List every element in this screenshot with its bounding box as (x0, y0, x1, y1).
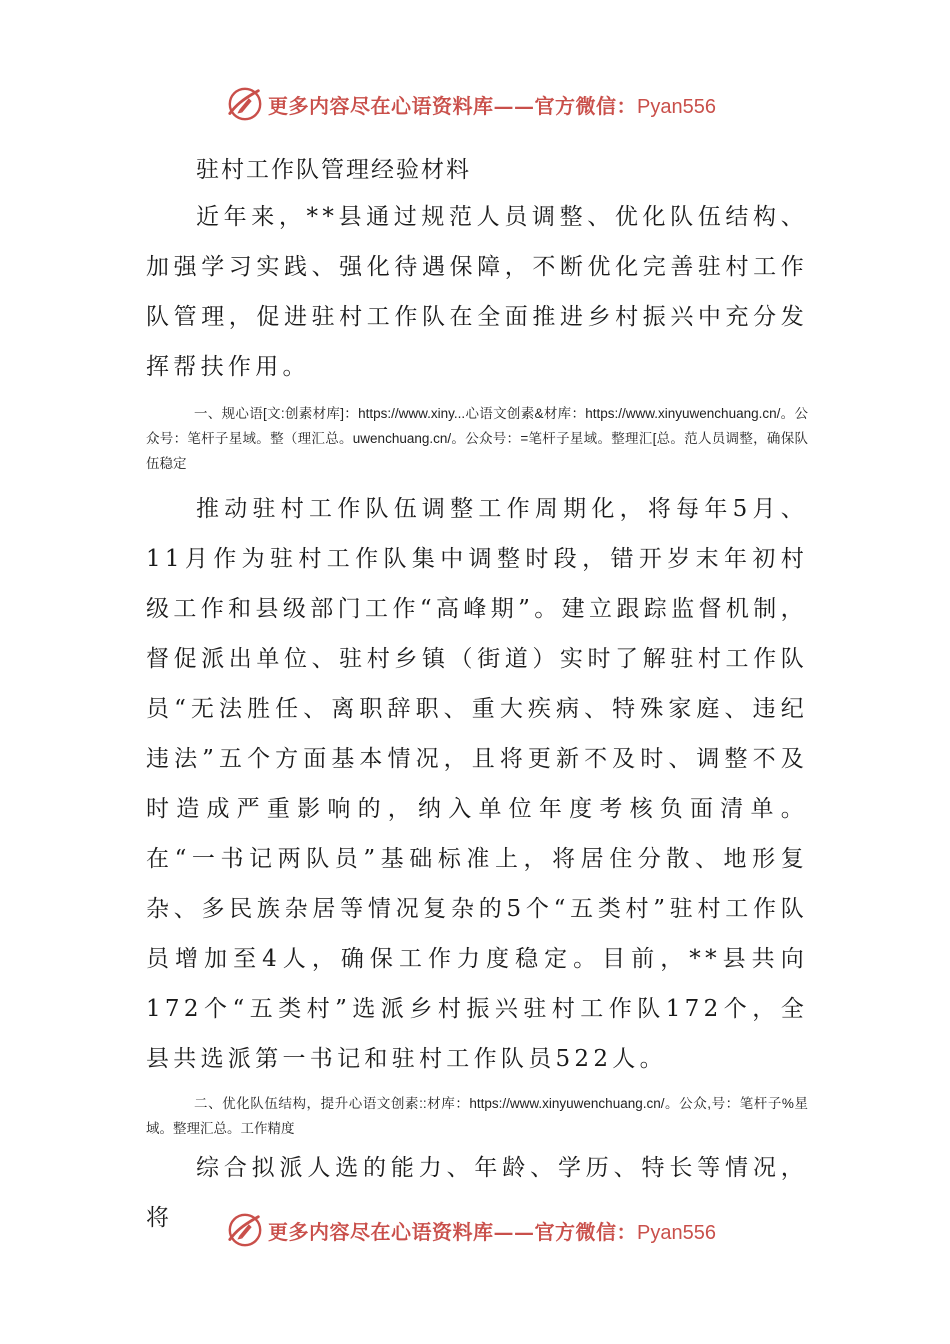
watermark-footer (226, 1210, 716, 1250)
pen-logo-icon (226, 85, 264, 123)
document-body (146, 148, 808, 1243)
section-heading-2: 二、优化队伍结构，提升心语文创素::材库：https://www.xinyuwenchuang.cn/。公众,号：笔杆子%星域。整理汇总。工作精度 (146, 1096, 808, 1136)
watermark-text: 更多内容尽在心语资料库——官方微信：Pyan556 (268, 93, 716, 118)
body-paragraph-2: 综合拟派人选的能力、年龄、学历、特长等情况，将 (146, 1155, 808, 1231)
intro-paragraph: 近年来，**县通过规范人员调整、优化队伍结构、加强学习实践、强化待遇保障，不断优化完善驻村工作队管理，促进驻村工作队在全面推进乡村振兴中充分发挥帮扶作用。 (146, 204, 808, 380)
body-paragraph-1: 推动驻村工作队伍调整工作周期化，将每年5月、11月作为驻村工作队集中调整时段，错开岁末年初村级工作和县级部门工作“高峰期”。建立跟踪监督机制，督促派出单位、驻村乡镇（街道）实时了解驻村工作队员“无法胜任、离职辞职、重大疾病、特殊家庭、违纪违法”五个方面基本情况，且将更新不及时、调整不及时造成严重影响的，纳入单位年度考核负面清单。在“一书记两队员”基础标准上，将居住分散、地形复杂、多民族杂居等情况复杂的5个“五类村”驻村工作队员增加至4人，确保工作力度稳定。目前，**县共向172个“五类村”选派乡村振兴驻村工作队172个，全县共选派第一书记和驻村工作队员522人。 (146, 496, 808, 1072)
document-title: 驻村工作队管理经验材料 (196, 157, 471, 183)
pen-logo-icon (226, 1211, 264, 1249)
section-heading-1: 一、规心语[文:创素材库]：https://www.xiny...心语文创素&材库：https://www.xinyuwenchuang.cn/。公众号：笔杆子星域。整（理汇总。uwenchuang.cn/。公众号：=笔杆子星域。整理汇[总。范人员调整，确保队伍稳定 (146, 406, 808, 471)
watermark-text: 更多内容尽在心语资料库——官方微信：Pyan556 (268, 1219, 716, 1244)
watermark-header (226, 84, 716, 124)
